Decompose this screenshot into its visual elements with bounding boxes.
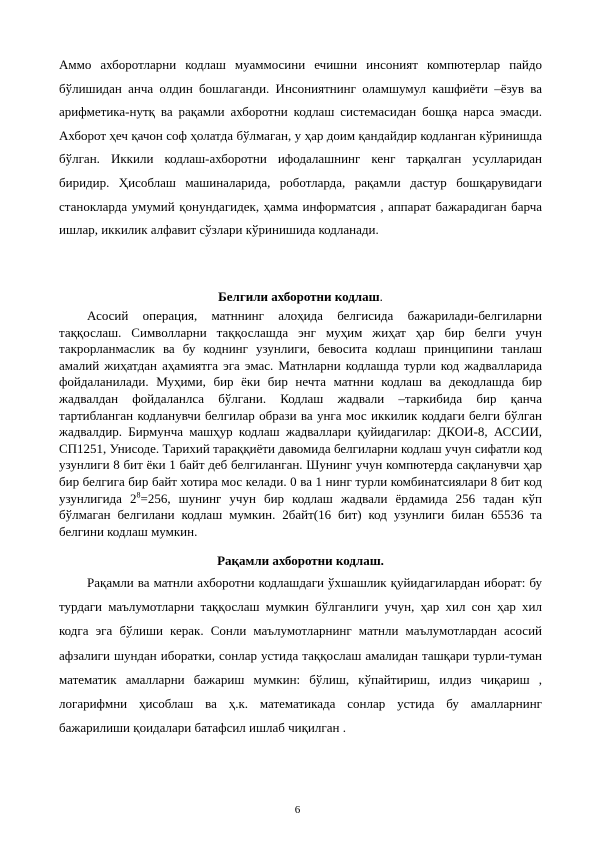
- symbolic-coding-text-part2: =256, шунинг учун бир кодлаш жадвали ёрдамида 256 тадан кўп бўлмаган белгилани кодлаш мумкин. 2байт(16 бит) код узунлиги билан 65536 та белгини кодлаш мумкин.: [59, 490, 542, 539]
- section-heading-text: Белгили ахборотни кодлаш: [218, 289, 380, 304]
- intro-paragraph: Аммо ахборотларни кодлаш муаммосини ечишни инсоният компютерлар пайдо бўлишидан анча олдин бошлаганди. Инсониятнинг оламшумул кашфиёти –ёзув ва арифметика-нутқ ва рақамли ахборотни кодлаш системасидан бошқа нарса эмасди. Ахборот ҳеч қачон соф ҳолатда бўлмаган, у ҳар доим қандайдир кодланган кўринишда бўлган. Иккили кодлаш-ахборотни ифодалашнинг кенг тарқалган усулларидан биридир. Ҳисоблаш машиналарида, роботларда, рақамли дастур бошқарувидаги станокларда умумий қонундагидек, ҳамма информатсия , аппарат бажарадиган барча ишлар, иккилик алфавит сўзлари кўринишида кодланади.: [59, 57, 542, 238]
- symbolic-coding-text-part1: Асосий операция, матннинг алоҳида белгисида бажарилади-белгиларни таққослаш. Символларни таққослашда энг муҳим жиҳат ҳар бир белги учун такрорланмаслик ва бу коднинг узунлиги, бевосита кодлаш принципини танлаш амалий жиҳатдан аҳамиятга эга эмас. Матнларни кодлашда турли код жадвалларида фойдаланилади. Муҳими, бир ёки бир нечта матнни кодлаш ва декодлашда бир жадвалдан фойдаланлса бўлгани. Кодлаш жадвали –таркибида бир қанча тартибланган кодланувчи белгилар образи ва унга мос иккилик коддаги белги бўлган жадвалдир. Бирмунча машҳур кодлаш жадваллари қуйидагилар: ДКОИ-8, АССИИ, СП1251, Унисоде. Тарихий тараққиёти давомида белгиларни кодлаш учун сифатли код узунлиги 8 бит ёки 1 байт деб белгиланган. Шунинг учун компютерда сақланувчи ҳар бир белгига бир байт хотира мос келади. 0 ва 1 нинг турли комбинатсиялари 8 бит код узунлигида 2: [59, 308, 542, 506]
- section-heading-symbolic-coding: [59, 289, 542, 305]
- section-heading-period: .: [379, 289, 383, 304]
- numeric-coding-paragraph: Рақамли ва матнли ахборотни кодлашдаги ўхшашлик қуйидагилардан иборат: бу турдаги маълумотларни таққослаш мумкин бўлганлиги учун, ҳар хил сон ҳар хил кодга эга бўлиши керак. Сонли маълумотларнинг матнли маълумотлардан асосий афзалиги шундан иборатки, сонлар устида таққослаш амалидан ташқари турли-туман математик амалларни бажариш мумкин: бўлиш, кўпайтириш, илдиз чиқариш , логарифмни ҳисоблаш ва ҳ.к. математикада сонлар устида бу амалларнинг бажарилиши қоидалари батафсил ишлаб чиқилган .: [59, 575, 542, 736]
- page-number: 6: [294, 804, 301, 816]
- exponent-superscript: 8: [136, 490, 141, 500]
- symbolic-coding-paragraph: [59, 308, 542, 540]
- section-heading-numeric-coding: Рақамли ахборотни кодлаш.: [217, 553, 384, 568]
